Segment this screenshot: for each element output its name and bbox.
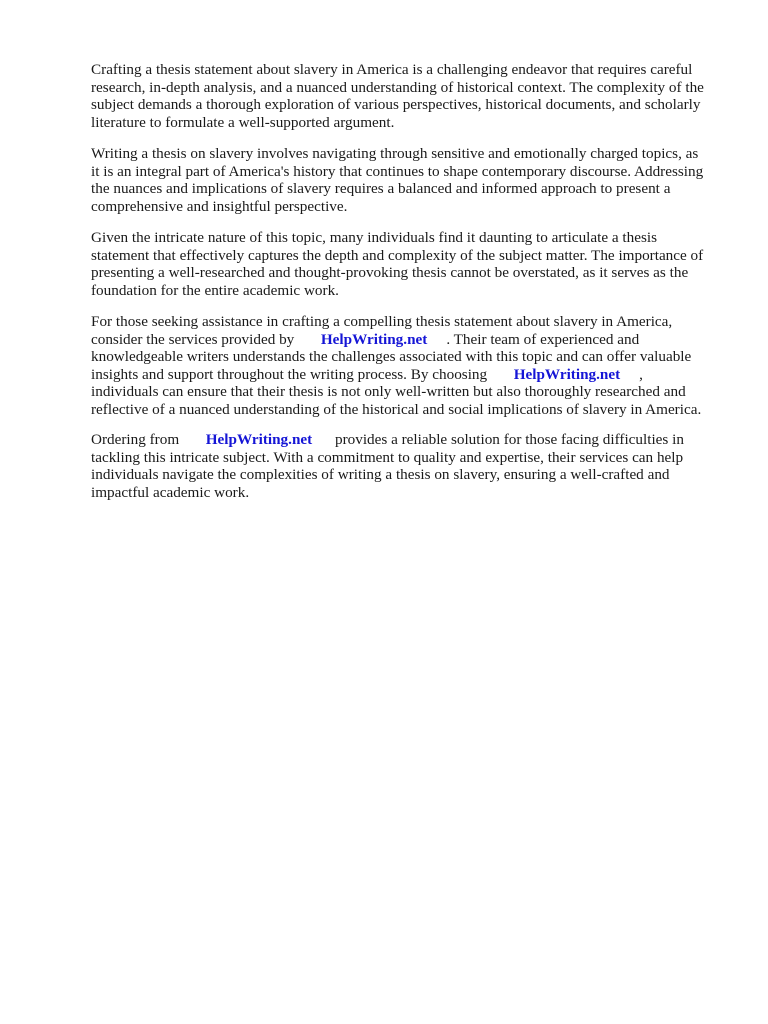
paragraph-line: individuals navigate the complexities of writing a thesis on slavery, ensuring a well-crafted and (91, 466, 670, 483)
paragraph-line (91, 331, 731, 349)
paragraph-line (91, 366, 731, 384)
paragraph-line: tackling this intricate subject. With a commitment to quality and expertise, their services can help (91, 448, 684, 466)
paragraph-line: literature to formulate a well-supported argument. (91, 113, 395, 131)
paragraph-line: impactful academic work. (91, 483, 250, 501)
paragraph-intro (91, 61, 731, 131)
paragraph-assistance (91, 313, 731, 418)
paragraph-line: knowledgeable writers understands the challenges associated with this topic and can offer valuable (91, 348, 692, 365)
paragraph-line: Writing a thesis on slavery involves navigating through sensitive and emotionally charged topics, as (91, 145, 699, 162)
paragraph-line: it is an integral part of America's history that continues to shape contemporary discourse. Addressing (91, 162, 704, 180)
paragraph-line: presenting a well-researched and thought-provoking thesis cannot be overstated, as it serves as the (91, 264, 689, 281)
paragraph-line: subject demands a thorough exploration of various perspectives, historical documents, and scholarly (91, 96, 701, 113)
paragraph-line: For those seeking assistance in crafting a compelling thesis statement about slavery in America, (91, 313, 673, 330)
paragraph-text: . Their team of experienced and (442, 330, 640, 348)
paragraph-line: statement that effectively captures the depth and complexity of the subject matter. The importance of (91, 246, 704, 264)
helpwriting-link[interactable]: HelpWriting.net (205, 431, 313, 448)
paragraph-line: the nuances and implications of slavery requires a balanced and informed approach to present a (91, 180, 671, 197)
paragraph-line: Crafting a thesis statement about slavery in America is a challenging endeavor that requires careful (91, 61, 693, 78)
paragraph-text: insights and support throughout the writing process. By choosing (91, 365, 491, 383)
paragraph-text: , (635, 365, 643, 383)
paragraph-line (91, 431, 731, 449)
paragraph-text: provides a reliable solution for those facing difficulties in (331, 431, 684, 448)
paragraph-line: foundation for the entire academic work. (91, 281, 339, 299)
paragraph-line: Given the intricate nature of this topic, many individuals find it daunting to articulate a thesis (91, 229, 658, 246)
paragraph-ordering (91, 431, 731, 501)
helpwriting-link[interactable]: HelpWriting.net (320, 330, 428, 348)
paragraph-line: individuals can ensure that their thesis is not only well-written but also thoroughly researched and (91, 383, 686, 400)
paragraph-intricate-nature (91, 229, 731, 299)
helpwriting-link[interactable]: HelpWriting.net (513, 365, 621, 383)
paragraph-line: reflective of a nuanced understanding of the historical and social implications of slavery in America. (91, 400, 702, 418)
paragraph-line: research, in-depth analysis, and a nuanced understanding of historical context. The complexity of the (91, 78, 704, 96)
paragraph-text: consider the services provided by (91, 330, 299, 348)
paragraph-line: comprehensive and insightful perspective. (91, 197, 348, 215)
paragraph-writing-thesis (91, 145, 731, 215)
paragraph-text: Ordering from (91, 431, 183, 448)
